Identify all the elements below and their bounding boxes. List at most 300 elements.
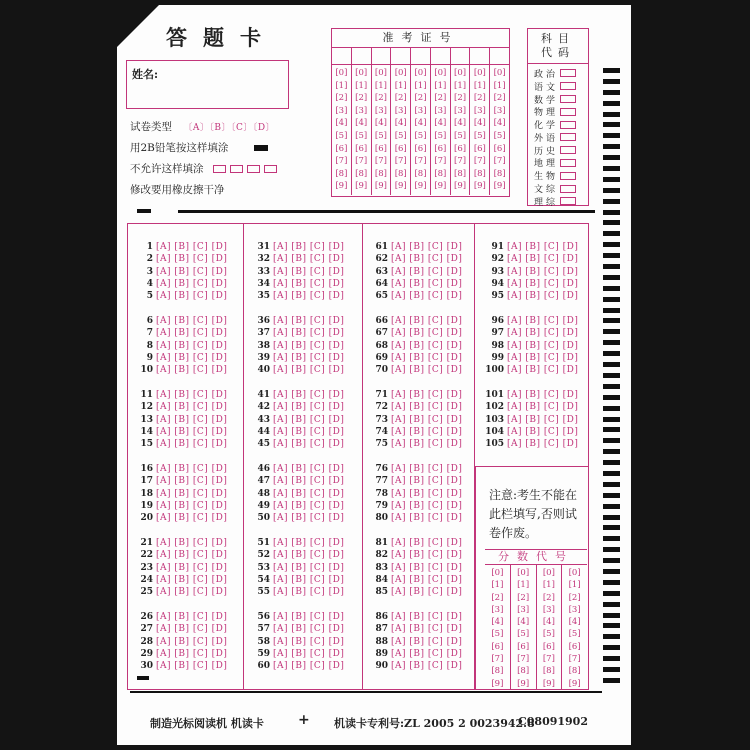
answer-options[interactable]: [A] [B] [C] [D] [391,254,463,265]
exam-id-bubble[interactable]: [2] [355,93,368,104]
exam-id-bubble[interactable]: [5] [414,130,427,141]
exam-id-bubble[interactable]: [3] [335,105,348,116]
answer-options[interactable]: [A] [B] [C] [D] [391,414,463,425]
score-bubble[interactable]: [6] [517,641,530,652]
exam-id-bubble[interactable]: [3] [493,105,506,116]
score-bubble[interactable]: [1] [542,580,555,591]
answer-options[interactable]: [A] [B] [C] [D] [156,550,228,561]
subject-row[interactable] [528,93,588,106]
score-bubble[interactable]: [1] [568,580,581,591]
exam-id-bubble[interactable]: [8] [374,168,387,179]
answer-options[interactable]: [A] [B] [C] [D] [391,538,463,548]
answer-options[interactable]: [A] [B] [C] [D] [391,488,463,499]
exam-id-bubble[interactable]: [2] [394,93,407,104]
exam-id-bubble[interactable]: [6] [454,143,467,154]
exam-id-bubble[interactable]: [9] [454,181,467,192]
answer-options[interactable]: [A] [B] [C] [D] [391,612,463,622]
exam-id-bubble[interactable]: [4] [374,118,387,129]
answer-options[interactable]: [A] [B] [C] [D] [391,562,463,573]
score-bubble[interactable]: [4] [491,617,504,628]
exam-id-bubble[interactable]: [3] [374,105,387,116]
answer-options[interactable]: [A] [B] [C] [D] [391,291,463,302]
subject-row[interactable] [528,80,588,93]
answer-options[interactable]: [A] [B] [C] [D] [156,414,228,425]
exam-id-bubble[interactable]: [0] [374,68,387,78]
score-bubble[interactable]: [0] [568,568,581,578]
answer-options[interactable]: [A] [B] [C] [D] [273,538,345,548]
answer-options[interactable]: [A] [B] [C] [D] [273,390,345,400]
exam-id-bubble[interactable]: [1] [374,80,387,91]
exam-id-bubble[interactable]: [2] [434,93,447,104]
answer-options[interactable]: [A] [B] [C] [D] [156,316,228,326]
answer-options[interactable]: [A] [B] [C] [D] [156,488,228,499]
score-bubble[interactable]: [2] [568,592,581,603]
exam-id-bubble[interactable]: [5] [355,130,368,141]
answer-options[interactable]: [A] [B] [C] [D] [273,291,345,302]
exam-id-bubble[interactable]: [4] [335,118,348,129]
paper-type-options[interactable]: 〔A〕〔B〕〔C〕〔D〕 [183,123,276,133]
exam-id-bubble[interactable]: [8] [454,168,467,179]
answer-options[interactable]: [A] [B] [C] [D] [273,340,345,351]
question-row [484,253,578,265]
exam-id-bubble[interactable]: [0] [493,68,506,78]
score-bubble[interactable]: [0] [517,568,530,578]
score-bubble[interactable]: [2] [491,592,504,603]
exam-id-bubble[interactable]: [6] [493,143,506,154]
score-bubble-columns[interactable] [485,565,587,690]
exam-id-bubble[interactable]: [8] [394,168,407,179]
exam-id-bubble[interactable]: [2] [374,93,387,104]
question-number: 5 [146,291,153,302]
answer-options[interactable]: [A] [B] [C] [D] [156,587,228,598]
name-box[interactable] [126,60,289,109]
exam-id-bubble[interactable]: [7] [374,156,387,167]
exam-id-bubble[interactable]: [4] [434,118,447,129]
answer-options[interactable]: [A] [B] [C] [D] [156,500,228,511]
exam-id-bubble[interactable]: [5] [493,130,506,141]
answer-options[interactable]: [A] [B] [C] [D] [507,266,579,277]
score-bubble[interactable]: [5] [517,629,530,640]
exam-id-column[interactable] [431,65,451,195]
score-bubble[interactable]: [9] [542,678,555,689]
exam-id-column[interactable] [332,65,352,195]
score-bubble[interactable]: [8] [491,666,504,677]
answer-options[interactable]: [A] [B] [C] [D] [156,612,228,622]
exam-id-bubble[interactable]: [0] [454,68,467,78]
exam-id-bubble[interactable]: [0] [473,68,486,78]
exam-id-bubble-columns[interactable] [332,65,509,195]
exam-id-bubble[interactable]: [3] [414,105,427,116]
answer-options[interactable]: [A] [B] [C] [D] [391,624,463,635]
subject-bubble[interactable] [560,133,576,141]
exam-id-bubble[interactable]: [9] [394,181,407,192]
subject-bubble[interactable] [560,159,576,167]
exam-id-bubble[interactable]: [7] [394,156,407,167]
exam-id-bubble[interactable]: [9] [335,181,348,192]
answer-options[interactable]: [A] [B] [C] [D] [391,340,463,351]
score-bubble[interactable]: [8] [517,666,530,677]
answer-options[interactable]: [A] [B] [C] [D] [156,476,228,487]
score-bubble[interactable]: [1] [517,580,530,591]
question-number: 46 [257,464,270,474]
exam-id-bubble[interactable]: [3] [473,105,486,116]
timing-mark [603,471,620,476]
answer-options[interactable]: [A] [B] [C] [D] [156,636,228,647]
answer-options[interactable]: [A] [B] [C] [D] [391,587,463,598]
exam-id-bubble[interactable]: [7] [454,156,467,167]
answer-options[interactable]: [A] [B] [C] [D] [273,513,345,524]
answer-options[interactable]: [A] [B] [C] [D] [273,562,345,573]
score-bubble[interactable]: [5] [568,629,581,640]
answer-options[interactable]: [A] [B] [C] [D] [273,500,345,511]
score-bubble[interactable]: [2] [517,592,530,603]
answer-options[interactable]: [A] [B] [C] [D] [391,278,463,289]
wrong-mark-line [230,165,243,173]
subject-row[interactable] [528,169,588,182]
answer-options[interactable]: [A] [B] [C] [D] [273,476,345,487]
exam-id-bubble[interactable]: [7] [473,156,486,167]
score-bubble[interactable]: [4] [542,617,555,628]
exam-id-bubble[interactable]: [9] [374,181,387,192]
answer-options[interactable]: [A] [B] [C] [D] [273,328,345,339]
answer-options[interactable]: [A] [B] [C] [D] [156,439,228,450]
exam-id-bubble[interactable]: [4] [414,118,427,129]
answer-options[interactable]: [A] [B] [C] [D] [273,612,345,622]
score-column[interactable] [511,565,537,690]
exam-id-bubble[interactable]: [5] [473,130,486,141]
subject-row[interactable] [528,118,588,131]
answer-options[interactable]: [A] [B] [C] [D] [391,352,463,363]
answer-options[interactable]: [A] [B] [C] [D] [273,439,345,450]
subject-bubble[interactable] [560,69,576,77]
answer-options[interactable]: [A] [B] [C] [D] [507,316,579,326]
score-bubble[interactable]: [7] [517,654,530,665]
answer-options[interactable]: [A] [B] [C] [D] [507,254,579,265]
subject-row[interactable] [528,195,588,208]
question-number: 91 [491,242,504,252]
answer-options[interactable]: [A] [B] [C] [D] [156,661,228,672]
exam-id-bubble[interactable]: [4] [493,118,506,129]
subject-row[interactable] [528,105,588,118]
exam-id-bubble[interactable]: [6] [434,143,447,154]
exam-id-bubble[interactable]: [2] [335,93,348,104]
question-row [133,340,227,352]
answer-options[interactable]: [A] [B] [C] [D] [156,365,228,376]
timing-mark [603,318,620,323]
exam-id-bubble[interactable]: [3] [394,105,407,116]
exam-id-bubble[interactable]: [3] [434,105,447,116]
answer-options[interactable]: [A] [B] [C] [D] [391,550,463,561]
question-row [484,401,578,413]
exam-id-bubble[interactable]: [1] [434,80,447,91]
exam-id-write-row[interactable] [332,48,509,65]
exam-id-bubble[interactable]: [9] [355,181,368,192]
exam-id-bubble[interactable]: [1] [493,80,506,91]
answer-options[interactable]: [A] [B] [C] [D] [156,328,228,339]
exam-id-bubble[interactable]: [0] [355,68,368,78]
answer-options[interactable]: [A] [B] [C] [D] [507,291,579,302]
answer-options[interactable]: [A] [B] [C] [D] [391,365,463,376]
question-number: 49 [257,500,270,511]
exam-id-bubble[interactable]: [2] [454,93,467,104]
answer-options[interactable]: [A] [B] [C] [D] [391,426,463,437]
exam-id-bubble[interactable]: [5] [335,130,348,141]
answer-options[interactable]: [A] [B] [C] [D] [273,661,345,672]
exam-id-bubble[interactable]: [6] [374,143,387,154]
score-bubble[interactable]: [9] [517,678,530,689]
exam-id-bubble[interactable]: [6] [335,143,348,154]
exam-id-bubble[interactable]: [4] [355,118,368,129]
exam-id-bubble[interactable]: [8] [473,168,486,179]
answer-options[interactable]: [A] [B] [C] [D] [391,402,463,413]
subject-bubble[interactable] [560,172,576,180]
exam-id-bubble[interactable]: [1] [473,80,486,91]
exam-id-bubble[interactable]: [8] [355,168,368,179]
exam-id-column[interactable] [411,65,431,195]
answer-options[interactable]: [A] [B] [C] [D] [391,439,463,450]
exam-id-bubble[interactable]: [9] [493,181,506,192]
score-bubble[interactable]: [1] [491,580,504,591]
answer-options[interactable]: [A] [B] [C] [D] [273,550,345,561]
score-bubble[interactable]: [5] [542,629,555,640]
subject-bubble[interactable] [560,108,576,116]
score-bubble[interactable]: [6] [542,641,555,652]
score-column[interactable] [562,565,587,690]
answer-options[interactable]: [A] [B] [C] [D] [156,390,228,400]
answer-options[interactable]: [A] [B] [C] [D] [507,278,579,289]
question-number: 92 [491,254,504,265]
score-bubble[interactable]: [7] [568,654,581,665]
score-bubble[interactable]: [8] [568,666,581,677]
exam-id-bubble[interactable]: [1] [454,80,467,91]
subject-bubble[interactable] [560,95,576,103]
subject-row[interactable] [528,144,588,157]
answer-options[interactable]: [A] [B] [C] [D] [391,574,463,585]
answer-options[interactable]: [A] [B] [C] [D] [391,266,463,277]
score-bubble[interactable]: [3] [517,604,530,615]
exam-id-bubble[interactable]: [8] [434,168,447,179]
answer-options[interactable]: [A] [B] [C] [D] [156,242,228,252]
exam-id-bubble[interactable]: [7] [493,156,506,167]
score-bubble[interactable]: [6] [568,641,581,652]
exam-id-column[interactable] [470,65,490,195]
question-row [250,352,344,364]
answer-options[interactable]: [A] [B] [C] [D] [156,340,228,351]
exam-id-bubble[interactable]: [6] [394,143,407,154]
score-bubble[interactable]: [5] [491,629,504,640]
answer-options[interactable]: [A] [B] [C] [D] [273,636,345,647]
exam-id-bubble[interactable]: [3] [454,105,467,116]
question-number: 63 [375,266,388,277]
score-bubble[interactable]: [3] [491,604,504,615]
subject-row[interactable] [528,131,588,144]
subject-bubble[interactable] [560,185,576,193]
question-row [368,586,462,598]
exam-id-bubble[interactable]: [1] [355,80,368,91]
answer-options[interactable]: [A] [B] [C] [D] [507,365,579,376]
answer-options[interactable]: [A] [B] [C] [D] [507,390,579,400]
answer-options[interactable]: [A] [B] [C] [D] [273,464,345,474]
score-bubble[interactable]: [0] [491,568,504,578]
exam-id-bubble[interactable]: [2] [414,93,427,104]
answer-options[interactable]: [A] [B] [C] [D] [273,254,345,265]
exam-id-bubble[interactable]: [1] [394,80,407,91]
score-column[interactable] [485,565,511,690]
exam-id-bubble[interactable]: [1] [335,80,348,91]
answer-options[interactable]: [A] [B] [C] [D] [507,426,579,437]
answer-options[interactable]: [A] [B] [C] [D] [156,426,228,437]
exam-id-bubble[interactable]: [6] [355,143,368,154]
score-bubble[interactable]: [8] [542,666,555,677]
question-row [368,537,462,549]
answer-options[interactable]: [A] [B] [C] [D] [273,316,345,326]
question-number: 90 [375,661,388,672]
exam-id-bubble[interactable]: [7] [414,156,427,167]
answer-options[interactable]: [A] [B] [C] [D] [273,624,345,635]
subject-bubble[interactable] [560,197,576,205]
exam-id-bubble[interactable]: [7] [335,156,348,167]
answer-options[interactable]: [A] [B] [C] [D] [156,538,228,548]
answer-options[interactable]: [A] [B] [C] [D] [391,636,463,647]
score-bubble[interactable]: [6] [491,641,504,652]
exam-id-bubble[interactable]: [6] [473,143,486,154]
exam-id-bubble[interactable]: [0] [434,68,447,78]
exam-id-bubble[interactable]: [0] [394,68,407,78]
exam-id-bubble[interactable]: [8] [414,168,427,179]
exam-id-column[interactable] [451,65,471,195]
exam-id-bubble[interactable]: [1] [414,80,427,91]
subject-row[interactable] [528,182,588,195]
subject-bubble[interactable] [560,121,576,129]
score-bubble[interactable]: [3] [542,604,555,615]
exam-id-bubble[interactable]: [7] [434,156,447,167]
score-bubble[interactable]: [7] [491,654,504,665]
answer-options[interactable]: [A] [B] [C] [D] [507,328,579,339]
answer-options[interactable]: [A] [B] [C] [D] [391,648,463,659]
answer-options[interactable]: [A] [B] [C] [D] [391,242,463,252]
answer-options[interactable]: [A] [B] [C] [D] [507,439,579,450]
wrong-mark-dot [264,165,277,173]
answer-options[interactable]: [A] [B] [C] [D] [273,574,345,585]
exam-id-column[interactable] [391,65,411,195]
answer-options[interactable]: [A] [B] [C] [D] [273,365,345,376]
score-bubble[interactable]: [9] [568,678,581,689]
answer-options[interactable]: [A] [B] [C] [D] [391,328,463,339]
exam-id-bubble[interactable]: [9] [434,181,447,192]
exam-id-bubble[interactable]: [9] [473,181,486,192]
score-bubble[interactable]: [4] [568,617,581,628]
score-bubble[interactable]: [4] [517,617,530,628]
exam-id-bubble[interactable]: [5] [454,130,467,141]
score-bubble[interactable]: [7] [542,654,555,665]
question-number: 34 [257,278,270,289]
question-number: 71 [375,390,388,400]
score-bubble[interactable]: [2] [542,592,555,603]
exam-id-column[interactable] [352,65,372,195]
answer-options[interactable]: [A] [B] [C] [D] [273,278,345,289]
answer-options[interactable]: [A] [B] [C] [D] [156,278,228,289]
answer-options[interactable]: [A] [B] [C] [D] [391,513,463,524]
exam-id-bubble[interactable]: [2] [473,93,486,104]
score-bubble[interactable]: [3] [568,604,581,615]
answer-options[interactable]: [A] [B] [C] [D] [273,488,345,499]
question-row [250,586,344,598]
answer-options[interactable]: [A] [B] [C] [D] [273,242,345,252]
answer-options[interactable]: [A] [B] [C] [D] [156,648,228,659]
exam-id-bubble[interactable]: [3] [355,105,368,116]
answer-options[interactable]: [A] [B] [C] [D] [391,476,463,487]
answer-options[interactable]: [A] [B] [C] [D] [156,624,228,635]
answer-options[interactable]: [A] [B] [C] [D] [156,291,228,302]
exam-id-bubble[interactable]: [4] [473,118,486,129]
exam-id-bubble[interactable]: [5] [434,130,447,141]
answer-options[interactable]: [A] [B] [C] [D] [391,390,463,400]
score-column[interactable] [537,565,563,690]
exam-id-bubble[interactable]: [9] [414,181,427,192]
answer-options[interactable]: [A] [B] [C] [D] [391,661,463,672]
answer-options[interactable]: [A] [B] [C] [D] [391,464,463,474]
subject-bubble[interactable] [560,146,576,154]
exam-id-bubble[interactable]: [0] [414,68,427,78]
answer-options[interactable]: [A] [B] [C] [D] [273,426,345,437]
subject-row[interactable] [528,67,588,80]
exam-id-bubble[interactable]: [8] [493,168,506,179]
question-row [484,290,578,302]
answer-options[interactable]: [A] [B] [C] [D] [156,464,228,474]
exam-id-bubble[interactable]: [0] [335,68,348,78]
answer-options[interactable]: [A] [B] [C] [D] [156,352,228,363]
answer-options[interactable]: [A] [B] [C] [D] [507,414,579,425]
question-row [250,648,344,660]
answer-options[interactable]: [A] [B] [C] [D] [156,402,228,413]
exam-id-bubble[interactable]: [5] [394,130,407,141]
answer-options[interactable]: [A] [B] [C] [D] [273,266,345,277]
answer-options[interactable]: [A] [B] [C] [D] [273,414,345,425]
answer-options[interactable]: [A] [B] [C] [D] [391,500,463,511]
score-bubble[interactable]: [0] [542,568,555,578]
exam-id-bubble[interactable]: [4] [394,118,407,129]
answer-options[interactable]: [A] [B] [C] [D] [507,352,579,363]
answer-options[interactable]: [A] [B] [C] [D] [156,562,228,573]
exam-id-bubble[interactable]: [6] [414,143,427,154]
answer-options[interactable]: [A] [B] [C] [D] [507,340,579,351]
exam-id-bubble[interactable]: [4] [454,118,467,129]
subject-bubble[interactable] [560,82,576,90]
exam-id-bubble[interactable]: [8] [335,168,348,179]
answer-options[interactable]: [A] [B] [C] [D] [156,254,228,265]
answer-options[interactable]: [A] [B] [C] [D] [273,648,345,659]
exam-id-bubble[interactable]: [5] [374,130,387,141]
exam-id-column[interactable] [490,65,509,195]
answer-options[interactable]: [A] [B] [C] [D] [391,316,463,326]
answer-options[interactable]: [A] [B] [C] [D] [273,587,345,598]
subject-row[interactable] [528,157,588,170]
answer-options[interactable]: [A] [B] [C] [D] [156,574,228,585]
question-row [368,500,462,512]
answer-options[interactable]: [A] [B] [C] [D] [507,242,579,252]
exam-id-column[interactable] [372,65,392,195]
answer-options[interactable]: [A] [B] [C] [D] [156,266,228,277]
answer-options[interactable]: [A] [B] [C] [D] [507,402,579,413]
question-row [368,611,462,623]
answer-options[interactable]: [A] [B] [C] [D] [273,352,345,363]
answer-options[interactable]: [A] [B] [C] [D] [156,513,228,524]
score-bubble[interactable]: [9] [491,678,504,689]
bottom-bar-left [137,676,149,680]
exam-id-bubble[interactable]: [7] [355,156,368,167]
exam-id-bubble[interactable]: [2] [493,93,506,104]
answer-options[interactable]: [A] [B] [C] [D] [273,402,345,413]
